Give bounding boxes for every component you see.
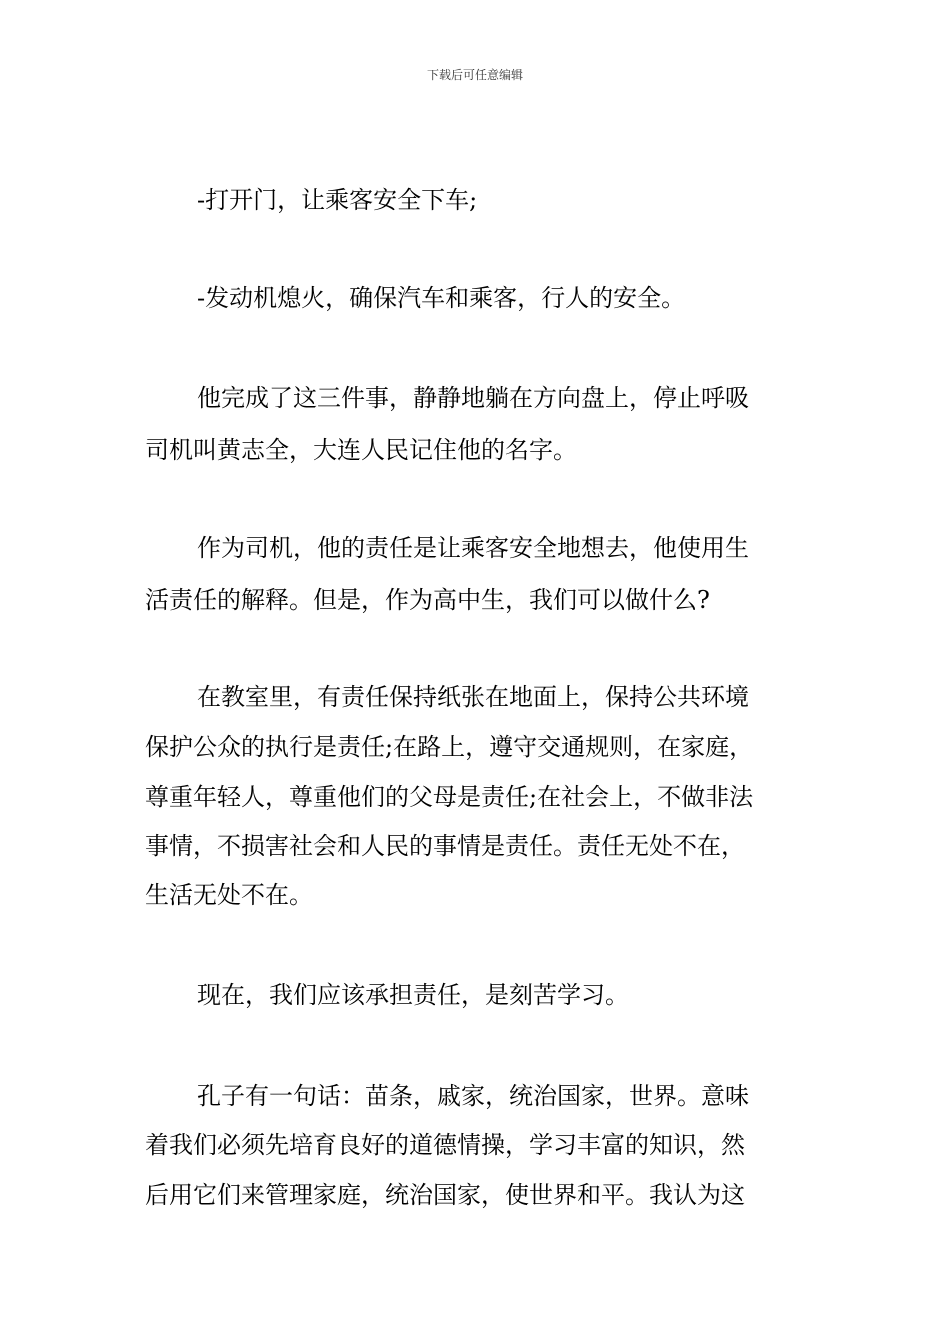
- text-line: -发动机熄火，确保汽车和乘客，行人的安全。: [197, 284, 686, 312]
- text-line: 尊重年轻人，尊重他们的父母是责任;在社会上，不做非法: [145, 783, 754, 811]
- text-line: 事情，不损害社会和人民的事情是责任。责任无处不在，: [145, 832, 745, 860]
- text-line: 他完成了这三件事，静静地躺在方向盘上，停止呼吸: [197, 384, 749, 412]
- text-line: 作为司机，他的责任是让乘客安全地想去，他使用生: [197, 534, 749, 562]
- page-header: 下载后可任意编辑: [426, 68, 523, 82]
- text-line: 着我们必须先培育良好的道德情操，学习丰富的知识，然: [145, 1131, 745, 1159]
- text-line: 生活无处不在。: [145, 881, 313, 909]
- text-line: -打开门，让乘客安全下车;: [197, 186, 478, 214]
- text-line: 司机叫黄志全，大连人民记住他的名字。: [145, 436, 577, 464]
- text-line: 活责任的解释。但是，作为高中生，我们可以做什么?: [145, 586, 710, 614]
- text-line: 孔子有一句话：苗条，戚家，统治国家，世界。意味: [197, 1082, 749, 1110]
- text-line: 后用它们来管理家庭，统治国家，使世界和平。我认为这: [145, 1181, 745, 1209]
- text-line: 在教室里，有责任保持纸张在地面上，保持公共环境: [197, 683, 749, 711]
- text-line: 现在，我们应该承担责任，是刻苦学习。: [197, 981, 629, 1009]
- text-line: 保护公众的执行是责任;在路上，遵守交通规则，在家庭，: [145, 733, 754, 761]
